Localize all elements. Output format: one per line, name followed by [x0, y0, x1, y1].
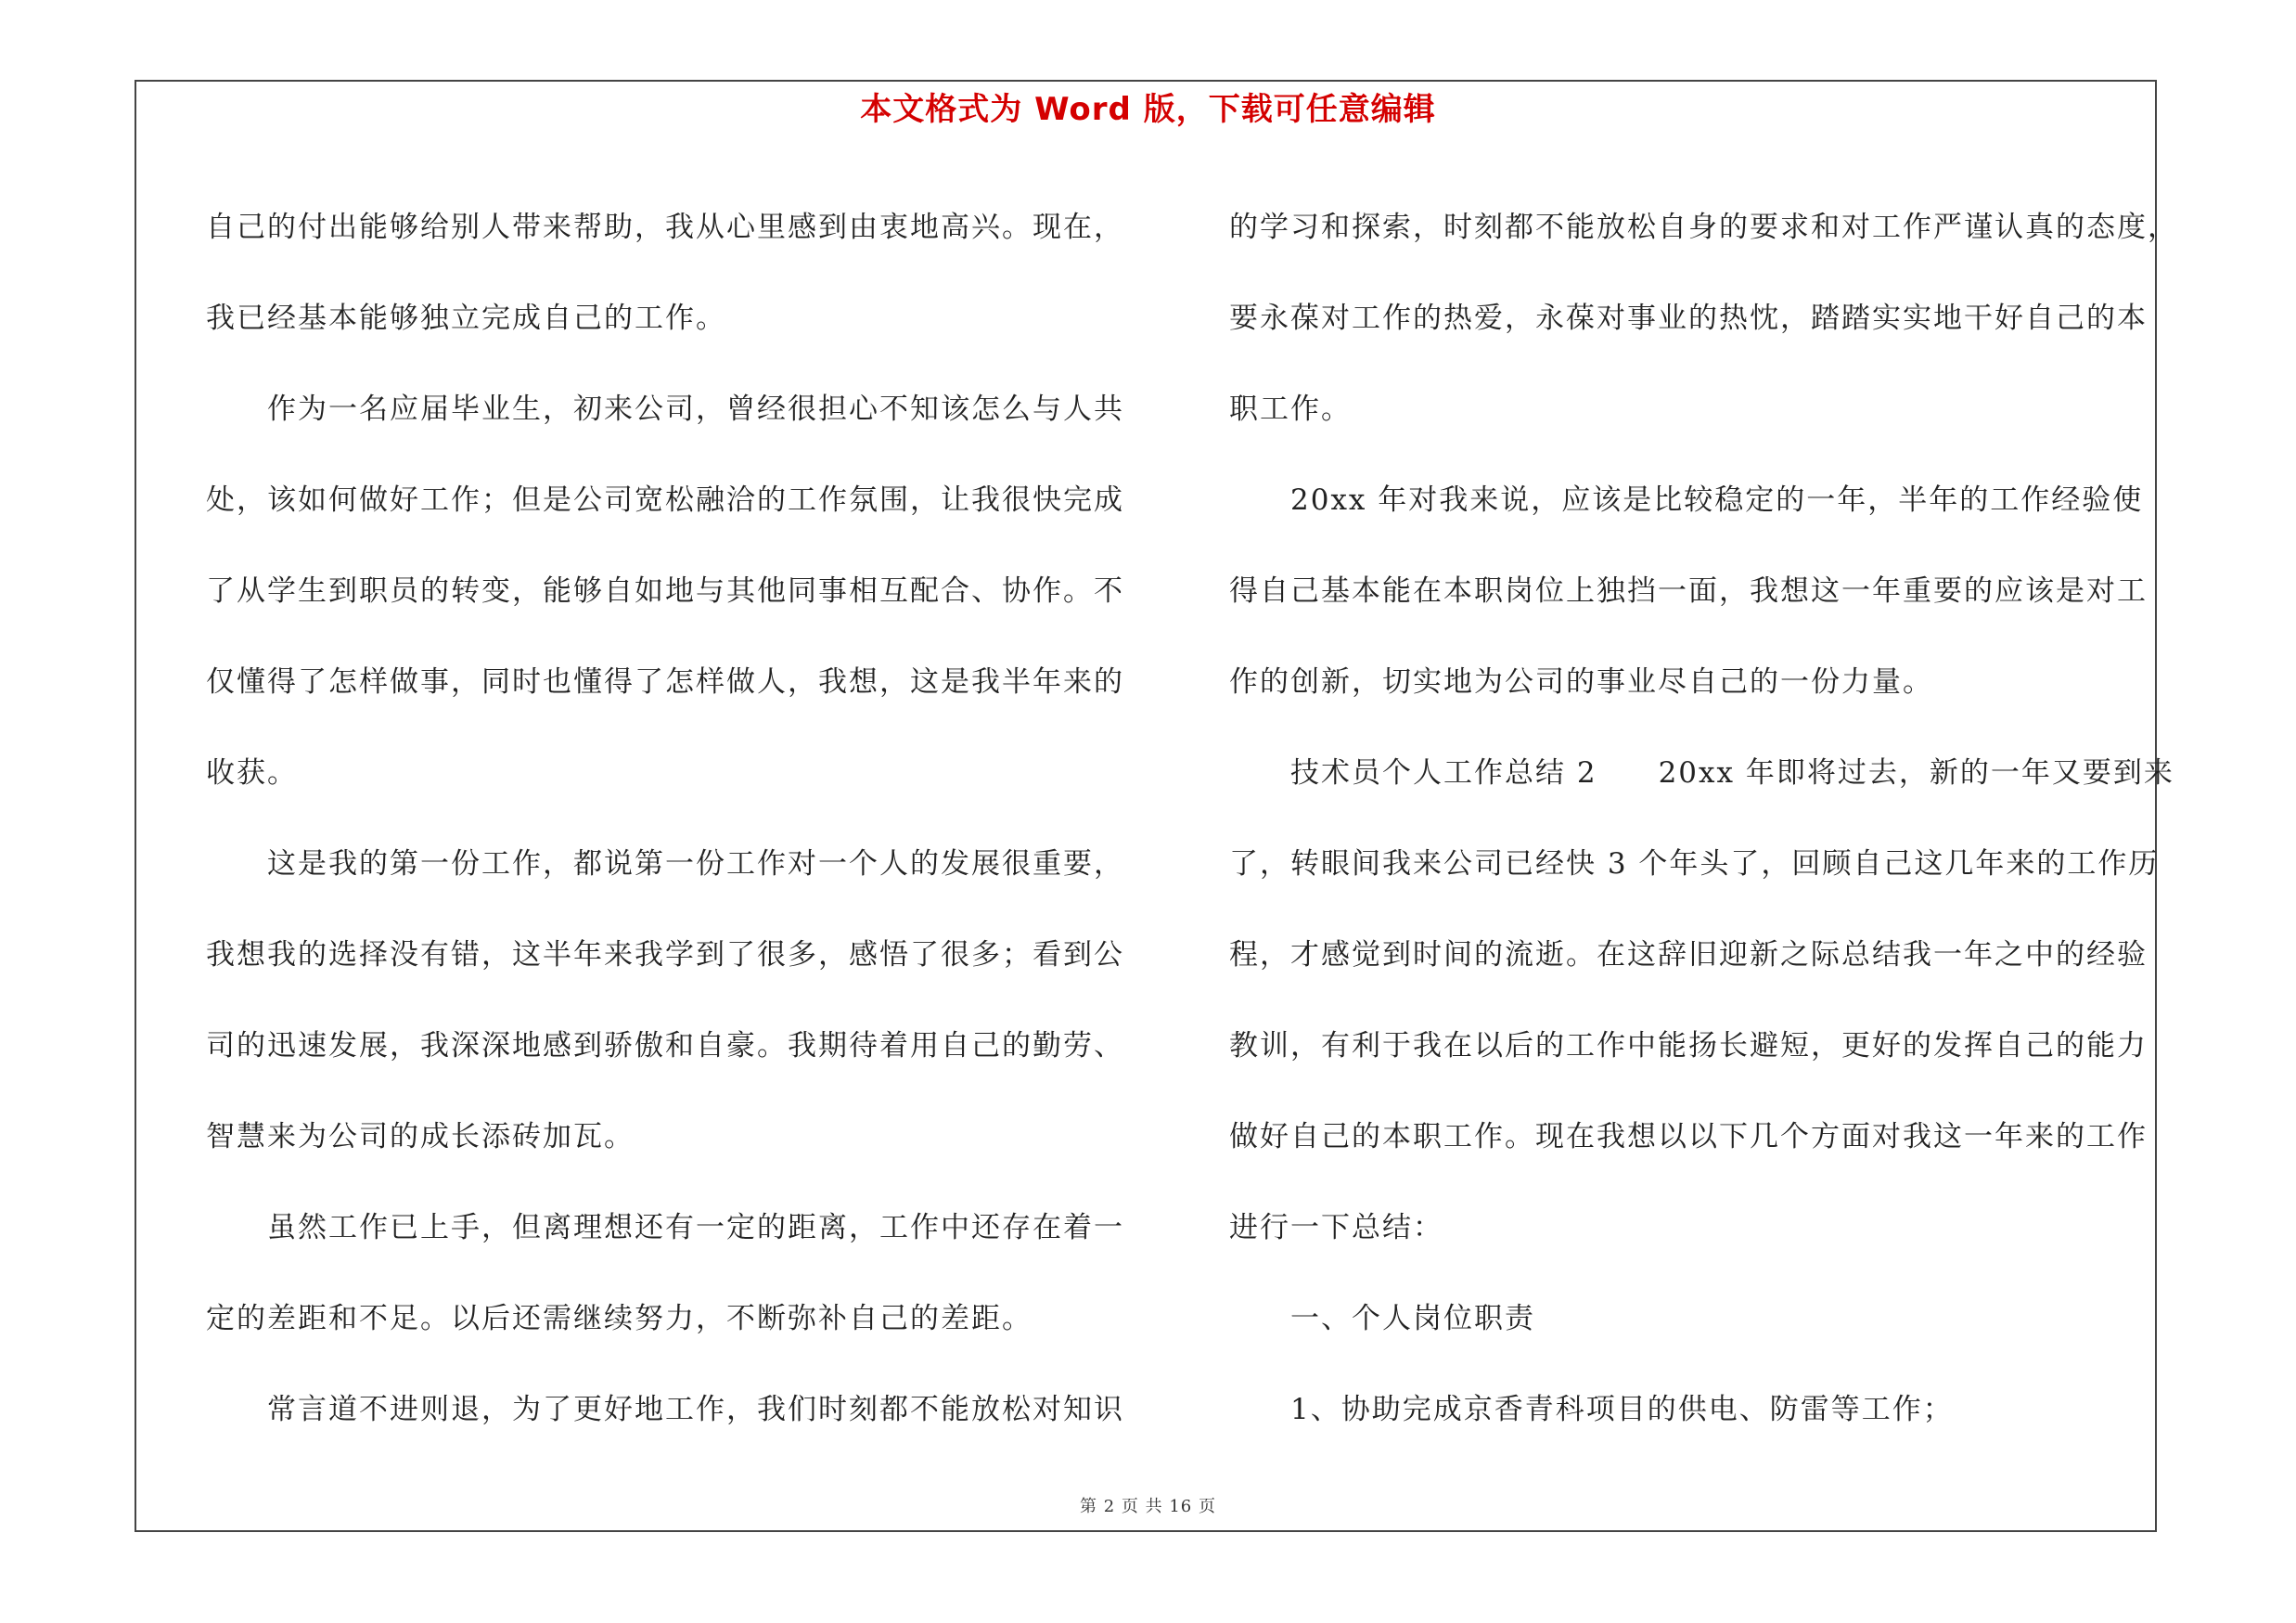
text-line: 职工作。 [1229, 393, 1352, 426]
text-line: 了，转眼间我来公司已经快 3 个年头了，回顾自己这几年来的工作历 [1229, 847, 2160, 881]
text-line: 作的创新，切实地为公司的事业尽自己的一份力量。 [1229, 665, 1933, 699]
text-line: 技术员个人工作总结 2 20xx 年即将过去，新的一年又要到来 [1229, 756, 2174, 790]
right-text-column [1229, 182, 2178, 1455]
text-line: 这是我的第一份工作，都说第一份工作对一个人的发展很重要， [206, 847, 1124, 881]
text-line: 了从学生到职员的转变，能够自如地与其他同事相互配合、协作。不 [206, 574, 1124, 608]
text-line: 20xx 年对我来说，应该是比较稳定的一年，半年的工作经验使 [1229, 483, 2144, 517]
text-line: 虽然工作已上手，但离理想还有一定的距离，工作中还存在着一 [206, 1211, 1124, 1244]
text-line: 司的迅速发展，我深深地感到骄傲和自豪。我期待着用自己的勤劳、 [206, 1029, 1124, 1063]
text-line: 作为一名应届毕业生，初来公司，曾经很担心不知该怎么与人共 [206, 393, 1124, 426]
text-line: 定的差距和不足。以后还需继续努力，不断弥补自己的差距。 [206, 1302, 1033, 1335]
document-banner: 本文格式为 Word 版，下载可任意编辑 [860, 91, 1436, 128]
text-line: 一、个人岗位职责 [1229, 1302, 1535, 1335]
text-line: 仅懂得了怎样做事，同时也懂得了怎样做人，我想，这是我半年来的 [206, 665, 1124, 699]
text-line: 要永葆对工作的热爱，永葆对事业的热忱，踏踏实实地干好自己的本 [1229, 302, 2148, 335]
text-line: 处，该如何做好工作；但是公司宽松融洽的工作氛围，让我很快完成 [206, 483, 1124, 517]
text-line: 自己的付出能够给别人带来帮助，我从心里感到由衷地高兴。现在， [206, 211, 1124, 244]
text-line: 我已经基本能够独立完成自己的工作。 [206, 302, 726, 335]
page-number: 第 2 页 共 16 页 [1080, 1497, 1216, 1516]
text-line: 智慧来为公司的成长添砖加瓦。 [206, 1120, 635, 1153]
text-line: 做好自己的本职工作。现在我想以以下几个方面对我这一年来的工作 [1229, 1120, 2148, 1153]
text-line: 收获。 [206, 756, 298, 790]
text-line: 1、协助完成京香青科项目的供电、防雷等工作； [1229, 1393, 1954, 1426]
text-line: 程，才感觉到时间的流逝。在这辞旧迎新之际总结我一年之中的经验 [1229, 938, 2148, 972]
text-line: 常言道不进则退，为了更好地工作，我们时刻都不能放松对知识 [206, 1393, 1124, 1426]
text-line: 的学习和探索，时刻都不能放松自身的要求和对工作严谨认真的态度， [1229, 211, 2178, 244]
text-line: 教训，有利于我在以后的工作中能扬长避短，更好的发挥自己的能力 [1229, 1029, 2148, 1063]
text-line: 进行一下总结： [1229, 1211, 1443, 1244]
text-line: 我想我的选择没有错，这半年来我学到了很多，感悟了很多；看到公 [206, 938, 1124, 972]
text-line: 得自己基本能在本职岗位上独挡一面，我想这一年重要的应该是对工 [1229, 574, 2148, 608]
left-text-column [206, 182, 1161, 1455]
